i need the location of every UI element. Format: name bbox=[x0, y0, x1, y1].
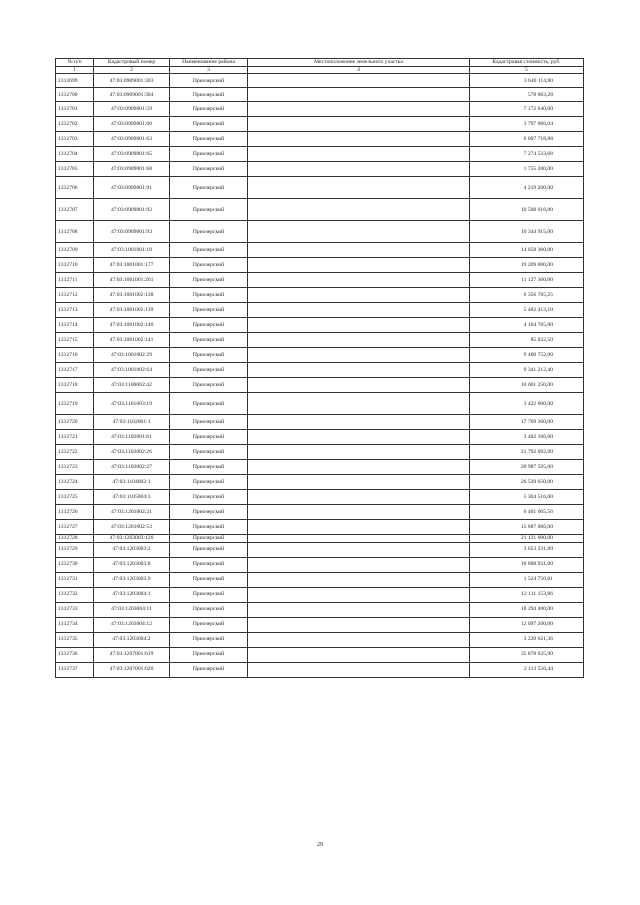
table-row bbox=[56, 378, 584, 393]
page-number: 29 bbox=[317, 842, 323, 848]
cadastral-cost: 1 524 750,81 bbox=[470, 572, 584, 587]
row-number: 1312721 bbox=[56, 430, 94, 445]
district-name: Приозерский bbox=[170, 378, 248, 393]
table-row bbox=[56, 505, 584, 520]
cadastral-number: 47:03:1001002:29 bbox=[94, 348, 170, 363]
cadastral-cost: 578 063,28 bbox=[470, 88, 584, 102]
cadastral-cost: 3 653 231,89 bbox=[470, 542, 584, 557]
location-text bbox=[248, 243, 470, 258]
table-row bbox=[56, 162, 584, 177]
table-row bbox=[56, 303, 584, 318]
cadastral-number: 47:03:1105004:3 bbox=[94, 490, 170, 505]
district-name: Приозерский bbox=[170, 318, 248, 333]
district-name: Приозерский bbox=[170, 162, 248, 177]
district-name: Приозерский bbox=[170, 132, 248, 147]
district-name: Приозерский bbox=[170, 542, 248, 557]
district-name: Приозерский bbox=[170, 430, 248, 445]
row-number: 1312701 bbox=[56, 102, 94, 117]
row-number: 1312734 bbox=[56, 617, 94, 632]
cadastral-cost: 6 356 765,25 bbox=[470, 288, 584, 303]
column-number: 2 bbox=[94, 67, 170, 74]
cadastral-number: 47:03:1102001:61 bbox=[94, 430, 170, 445]
location-text bbox=[248, 199, 470, 221]
cadastral-number: 47:03:1101003:19 bbox=[94, 393, 170, 415]
district-name: Приозерский bbox=[170, 475, 248, 490]
table-row bbox=[56, 318, 584, 333]
row-number: 1312711 bbox=[56, 273, 94, 288]
cadastral-cost: 7 274 533,68 bbox=[470, 147, 584, 162]
district-name: Приозерский bbox=[170, 199, 248, 221]
location-text bbox=[248, 348, 470, 363]
cadastral-number: 47:03:1203004:1 bbox=[94, 587, 170, 602]
row-number: 1312730 bbox=[56, 557, 94, 572]
location-text bbox=[248, 535, 470, 542]
table-row bbox=[56, 587, 584, 602]
cadastral-cost: 7 172 640,00 bbox=[470, 102, 584, 117]
cadastral-number: 47:03:1201002:21 bbox=[94, 505, 170, 520]
cadastral-cost: 5 304 516,00 bbox=[470, 490, 584, 505]
district-name: Приозерский bbox=[170, 74, 248, 88]
location-text bbox=[248, 363, 470, 378]
district-name: Приозерский bbox=[170, 273, 248, 288]
table-row bbox=[56, 88, 584, 102]
cadastral-cost: 12 097 200,00 bbox=[470, 617, 584, 632]
district-name: Приозерский bbox=[170, 617, 248, 632]
cadastral-cost: 35 878 635,90 bbox=[470, 647, 584, 662]
location-text bbox=[248, 162, 470, 177]
row-number: 1312718 bbox=[56, 378, 94, 393]
location-text bbox=[248, 102, 470, 117]
cadastral-cost: 19 209 000,00 bbox=[470, 258, 584, 273]
row-number: 1312707 bbox=[56, 199, 94, 221]
row-number: 1312736 bbox=[56, 647, 94, 662]
location-text bbox=[248, 221, 470, 243]
table-row bbox=[56, 662, 584, 677]
location-text bbox=[248, 542, 470, 557]
district-name: Приозерский bbox=[170, 520, 248, 535]
cadastral-number: 47:03:1203004:2 bbox=[94, 632, 170, 647]
district-name: Приозерский bbox=[170, 303, 248, 318]
table-row bbox=[56, 363, 584, 378]
row-number: 1312702 bbox=[56, 117, 94, 132]
table-row bbox=[56, 647, 584, 662]
row-number: 1312733 bbox=[56, 602, 94, 617]
location-text bbox=[248, 632, 470, 647]
row-number: 1312715 bbox=[56, 333, 94, 348]
row-number: 1312708 bbox=[56, 221, 94, 243]
cadastral-cost: 4 219 200,00 bbox=[470, 177, 584, 199]
cadastral-number: 47:03:1104002:1 bbox=[94, 475, 170, 490]
location-text bbox=[248, 132, 470, 147]
location-text bbox=[248, 505, 470, 520]
table-row bbox=[56, 490, 584, 505]
district-name: Приозерский bbox=[170, 393, 248, 415]
cadastral-number: 47:03:0909001:60 bbox=[94, 117, 170, 132]
row-number: 1312699 bbox=[56, 74, 94, 88]
location-text bbox=[248, 557, 470, 572]
cadastral-number: 47:03:1102002:26 bbox=[94, 445, 170, 460]
cadastral-cost: 12 111 153,86 bbox=[470, 587, 584, 602]
table-row bbox=[56, 273, 584, 288]
row-number: 1312714 bbox=[56, 318, 94, 333]
row-number: 1312720 bbox=[56, 415, 94, 430]
district-name: Приозерский bbox=[170, 258, 248, 273]
location-text bbox=[248, 258, 470, 273]
table-row bbox=[56, 177, 584, 199]
cadastral-cost: 9 341 212,40 bbox=[470, 363, 584, 378]
table-row bbox=[56, 460, 584, 475]
cadastral-number: 47:03:0909001:91 bbox=[94, 177, 170, 199]
table-row bbox=[56, 393, 584, 415]
row-number: 1312735 bbox=[56, 632, 94, 647]
district-name: Приозерский bbox=[170, 415, 248, 430]
location-text bbox=[248, 602, 470, 617]
header-no: № п/п bbox=[56, 59, 94, 67]
cadastral-number: 47:03:1001002:140 bbox=[94, 318, 170, 333]
table-row bbox=[56, 258, 584, 273]
header-location: Местоположение земельного участка bbox=[248, 59, 470, 67]
cadastral-cost: 21 121 000,00 bbox=[470, 535, 584, 542]
cadastral-number: 47:03:1102001:1 bbox=[94, 415, 170, 430]
district-name: Приозерский bbox=[170, 147, 248, 162]
table-row bbox=[56, 535, 584, 542]
cadastral-number: 47:03:1203004:12 bbox=[94, 617, 170, 632]
cadastral-cost: 3 220 621,36 bbox=[470, 632, 584, 647]
cadastral-number: 47:03:0909001:63 bbox=[94, 132, 170, 147]
row-number: 1312724 bbox=[56, 475, 94, 490]
row-number: 1312700 bbox=[56, 88, 94, 102]
cadastral-number: 47:03:0909001:92 bbox=[94, 199, 170, 221]
district-name: Приозерский bbox=[170, 288, 248, 303]
row-number: 1312705 bbox=[56, 162, 94, 177]
row-number: 1312713 bbox=[56, 303, 94, 318]
district-name: Приозерский bbox=[170, 460, 248, 475]
location-text bbox=[248, 88, 470, 102]
table-row bbox=[56, 632, 584, 647]
location-text bbox=[248, 393, 470, 415]
table-body bbox=[56, 74, 584, 677]
district-name: Приозерский bbox=[170, 602, 248, 617]
table-row bbox=[56, 572, 584, 587]
cadastral-cost: 2 113 556,44 bbox=[470, 662, 584, 677]
cadastral-number: 47:03:0909001:59 bbox=[94, 102, 170, 117]
table-row bbox=[56, 445, 584, 460]
row-number: 1312723 bbox=[56, 460, 94, 475]
table-row bbox=[56, 288, 584, 303]
district-name: Приозерский bbox=[170, 243, 248, 258]
table-row bbox=[56, 333, 584, 348]
table-row bbox=[56, 74, 584, 88]
cadastral-number: 47:03:1203003:9 bbox=[94, 572, 170, 587]
location-text bbox=[248, 378, 470, 393]
row-number: 1312728 bbox=[56, 535, 94, 542]
cadastral-number: 47:03:1001001:261 bbox=[94, 273, 170, 288]
table-row bbox=[56, 243, 584, 258]
district-name: Приозерский bbox=[170, 333, 248, 348]
cadastral-number: 47:03:1100002:42 bbox=[94, 378, 170, 393]
cadastral-cost: 6 461 005,56 bbox=[470, 505, 584, 520]
cadastral-cost: 14 058 360,00 bbox=[470, 243, 584, 258]
row-number: 1312732 bbox=[56, 587, 94, 602]
district-name: Приозерский bbox=[170, 557, 248, 572]
location-text bbox=[248, 617, 470, 632]
row-number: 1312719 bbox=[56, 393, 94, 415]
row-number: 1312710 bbox=[56, 258, 94, 273]
cadastral-cost: 3 640 114,80 bbox=[470, 74, 584, 88]
location-text bbox=[248, 318, 470, 333]
cadastral-number: 47:03:1203003:2 bbox=[94, 542, 170, 557]
row-number: 1312717 bbox=[56, 363, 94, 378]
cadastral-number: 47:03:1203003:126 bbox=[94, 535, 170, 542]
cadastral-number: 47:03:1001002:139 bbox=[94, 303, 170, 318]
row-number: 1312731 bbox=[56, 572, 94, 587]
row-number: 1312704 bbox=[56, 147, 94, 162]
table-row bbox=[56, 117, 584, 132]
cadastral-cost: 3 402 106,00 bbox=[470, 430, 584, 445]
table-row bbox=[56, 542, 584, 557]
cadastral-cost: 4 104 765,00 bbox=[470, 318, 584, 333]
table-row bbox=[56, 102, 584, 117]
cadastral-number: 47:03:0909001:304 bbox=[94, 88, 170, 102]
location-text bbox=[248, 74, 470, 88]
location-text bbox=[248, 572, 470, 587]
row-number: 1312727 bbox=[56, 520, 94, 535]
location-text bbox=[248, 303, 470, 318]
district-name: Приозерский bbox=[170, 587, 248, 602]
cadastral-cost: 26 539 650,00 bbox=[470, 475, 584, 490]
table-row bbox=[56, 221, 584, 243]
table-row bbox=[56, 132, 584, 147]
location-text bbox=[248, 177, 470, 199]
district-name: Приозерский bbox=[170, 505, 248, 520]
cadastral-cost: 17 769 360,00 bbox=[470, 415, 584, 430]
cadastral-cost: 3 797 066,04 bbox=[470, 117, 584, 132]
cadastral-cost: 5 482 413,10 bbox=[470, 303, 584, 318]
table-header-row bbox=[56, 59, 584, 67]
district-name: Приозерский bbox=[170, 348, 248, 363]
header-district: Наименование района bbox=[170, 59, 248, 67]
location-text bbox=[248, 445, 470, 460]
cadastral-number: 47:03:0909001:303 bbox=[94, 74, 170, 88]
cadastral-cost: 9 400 752,00 bbox=[470, 348, 584, 363]
cadastral-cost: 3 422 000,00 bbox=[470, 393, 584, 415]
district-name: Приозерский bbox=[170, 662, 248, 677]
cadastral-table bbox=[55, 58, 584, 678]
location-text bbox=[248, 587, 470, 602]
location-text bbox=[248, 475, 470, 490]
location-text bbox=[248, 460, 470, 475]
cadastral-cost: 6 007 718,88 bbox=[470, 132, 584, 147]
location-text bbox=[248, 647, 470, 662]
cadastral-number: 47:03:1201002:53 bbox=[94, 520, 170, 535]
column-number: 4 bbox=[248, 67, 470, 74]
district-name: Приозерский bbox=[170, 117, 248, 132]
cadastral-cost: 21 792 092,00 bbox=[470, 445, 584, 460]
column-number: 1 bbox=[56, 67, 94, 74]
district-name: Приозерский bbox=[170, 221, 248, 243]
row-number: 1312712 bbox=[56, 288, 94, 303]
location-text bbox=[248, 288, 470, 303]
location-text bbox=[248, 147, 470, 162]
column-number: 3 bbox=[170, 67, 248, 74]
table-row bbox=[56, 475, 584, 490]
column-number-row bbox=[56, 67, 584, 74]
column-number: 5 bbox=[470, 67, 584, 74]
cadastral-cost: 10 001 250,00 bbox=[470, 378, 584, 393]
cadastral-number: 47:03:1203003:8 bbox=[94, 557, 170, 572]
district-name: Приозерский bbox=[170, 445, 248, 460]
cadastral-cost: 11 127 360,00 bbox=[470, 273, 584, 288]
row-number: 1312709 bbox=[56, 243, 94, 258]
location-text bbox=[248, 273, 470, 288]
location-text bbox=[248, 490, 470, 505]
cadastral-cost: 10 508 016,00 bbox=[470, 199, 584, 221]
district-name: Приозерский bbox=[170, 88, 248, 102]
district-name: Приозерский bbox=[170, 490, 248, 505]
location-text bbox=[248, 662, 470, 677]
row-number: 1312706 bbox=[56, 177, 94, 199]
header-cost: Кадастровая стоимость, руб. bbox=[470, 59, 584, 67]
row-number: 1312725 bbox=[56, 490, 94, 505]
district-name: Приозерский bbox=[170, 363, 248, 378]
table-row bbox=[56, 348, 584, 363]
cadastral-number: 47:03:1001002:64 bbox=[94, 363, 170, 378]
district-name: Приозерский bbox=[170, 632, 248, 647]
cadastral-number: 47:03:1001001:177 bbox=[94, 258, 170, 273]
table-row bbox=[56, 602, 584, 617]
cadastral-cost: 18 294 400,00 bbox=[470, 602, 584, 617]
row-number: 1312716 bbox=[56, 348, 94, 363]
row-number: 1312703 bbox=[56, 132, 94, 147]
table-row bbox=[56, 520, 584, 535]
cadastral-cost: 15 887 066,00 bbox=[470, 520, 584, 535]
row-number: 1312729 bbox=[56, 542, 94, 557]
location-text bbox=[248, 430, 470, 445]
cadastral-cost: 20 987 595,00 bbox=[470, 460, 584, 475]
cadastral-number: 47:03:1001002:138 bbox=[94, 288, 170, 303]
cadastral-number: 47:03:1203004:11 bbox=[94, 602, 170, 617]
district-name: Приозерский bbox=[170, 535, 248, 542]
cadastral-cost: 10 608 931,00 bbox=[470, 557, 584, 572]
table-row bbox=[56, 199, 584, 221]
location-text bbox=[248, 117, 470, 132]
district-name: Приозерский bbox=[170, 177, 248, 199]
cadastral-number: 47:03:0909001:68 bbox=[94, 162, 170, 177]
location-text bbox=[248, 333, 470, 348]
cadastral-number: 47:03:1207001:619 bbox=[94, 647, 170, 662]
table-row bbox=[56, 557, 584, 572]
table-row bbox=[56, 415, 584, 430]
cadastral-number: 47:03:1102002:27 bbox=[94, 460, 170, 475]
cadastral-cost: 10 344 915,00 bbox=[470, 221, 584, 243]
cadastral-number: 47:03:0909001:93 bbox=[94, 221, 170, 243]
cadastral-number: 47:03:1207001:620 bbox=[94, 662, 170, 677]
cadastral-cost: 1 755 200,00 bbox=[470, 162, 584, 177]
district-name: Приозерский bbox=[170, 572, 248, 587]
cadastral-number: 47:03:1001001:10 bbox=[94, 243, 170, 258]
cadastral-number: 47:03:1001002:141 bbox=[94, 333, 170, 348]
cadastral-number: 47:03:0909001:65 bbox=[94, 147, 170, 162]
header-kad: Кадастровый номер bbox=[94, 59, 170, 67]
row-number: 1312722 bbox=[56, 445, 94, 460]
row-number: 1312726 bbox=[56, 505, 94, 520]
table-row bbox=[56, 147, 584, 162]
district-name: Приозерский bbox=[170, 647, 248, 662]
row-number: 1312737 bbox=[56, 662, 94, 677]
table-row bbox=[56, 430, 584, 445]
cadastral-cost: 85 032,50 bbox=[470, 333, 584, 348]
table-row bbox=[56, 617, 584, 632]
location-text bbox=[248, 415, 470, 430]
district-name: Приозерский bbox=[170, 102, 248, 117]
location-text bbox=[248, 520, 470, 535]
